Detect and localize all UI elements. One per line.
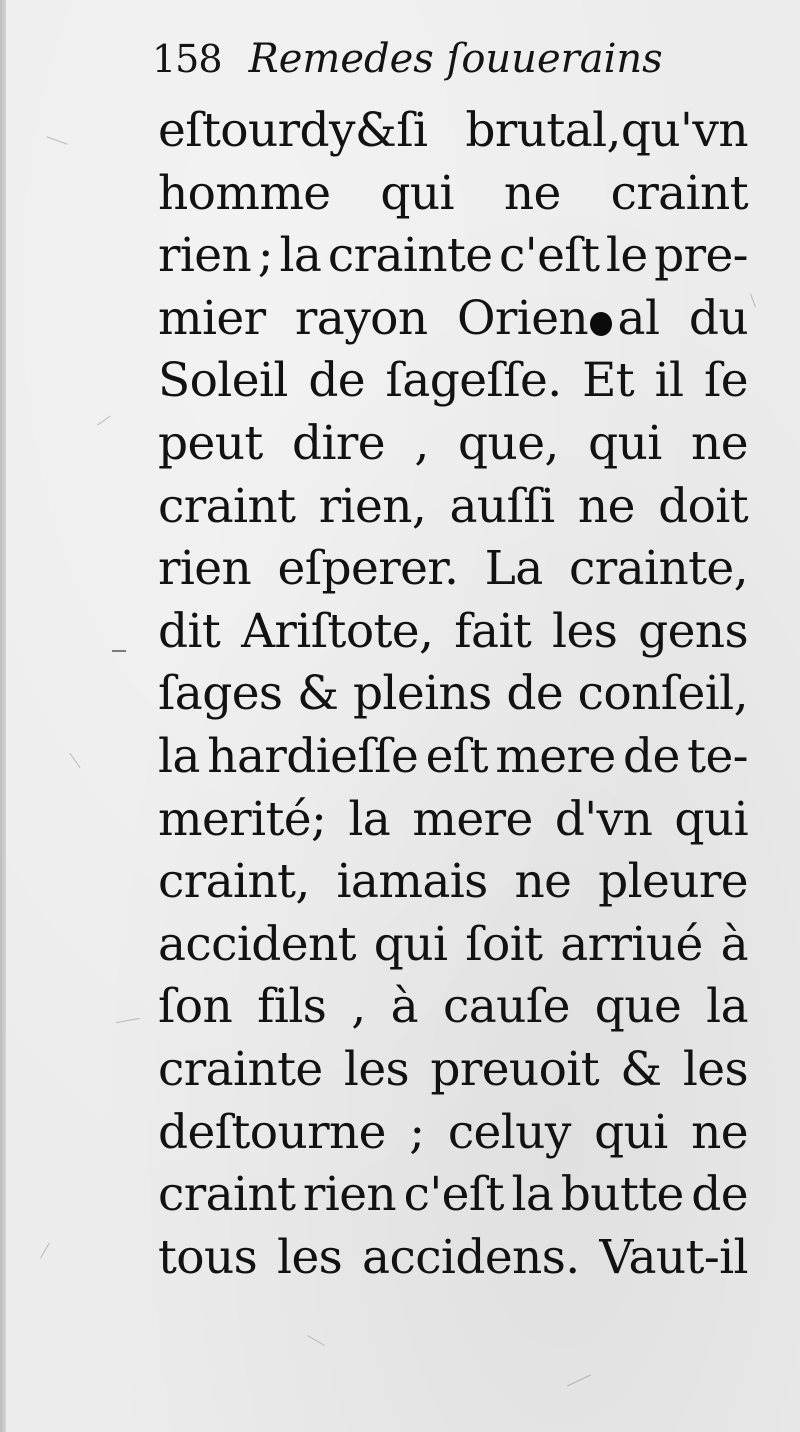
text-line: peut dire , que, qui ne xyxy=(158,415,748,471)
text-line: eſtourdy&ſi brutal,qu'vn xyxy=(158,103,748,158)
text-line: craint, iamais ne pleure xyxy=(158,854,748,910)
text-line: accident qui ſoit arriué à xyxy=(158,916,748,972)
running-head: Remedes ſouuerains xyxy=(248,36,663,82)
text-line: rien eſperer. La crainte, xyxy=(158,541,748,597)
text-line: ſages & pleins de conſeil, xyxy=(158,666,748,722)
text-line: craint rien, auſſi ne doit xyxy=(158,478,748,534)
text-line: ſon fils , à cauſe que la xyxy=(158,979,748,1035)
paper-fiber xyxy=(69,753,80,768)
text-line: la hardieſſe eſt mere de te- xyxy=(158,728,748,784)
page-number: 158 xyxy=(152,37,222,81)
paper-fiber xyxy=(46,136,67,144)
ink-blot xyxy=(590,312,612,336)
paper-fiber xyxy=(97,416,111,426)
text-line: rien ; la crainte c'eſt le pre- xyxy=(158,228,748,284)
text-line: dit Ariſtote, fait les gens xyxy=(158,603,748,659)
text-line: mier rayon Orien al du xyxy=(158,290,748,346)
text-line: homme qui ne craint xyxy=(158,165,748,221)
text-line: merité; la mere d'vn qui xyxy=(158,791,748,847)
text-line: crainte les preuoit & les xyxy=(158,1041,748,1097)
text-line: deſtourne ; celuy qui ne xyxy=(158,1104,748,1160)
body-text xyxy=(158,100,748,1289)
page-header xyxy=(152,36,663,96)
paper-fiber xyxy=(750,294,756,307)
text-line: Soleil de ſageſſe. Et il ſe xyxy=(158,353,748,409)
text-line: tous les accidens. Vaut-il xyxy=(158,1229,748,1285)
paper-fiber xyxy=(567,1375,591,1387)
margin-mark xyxy=(112,650,126,652)
paper-fiber xyxy=(116,1018,140,1023)
paper-fiber xyxy=(40,1242,50,1258)
text-line: craint rien c'eſt la butte de xyxy=(158,1167,748,1223)
paper-fiber xyxy=(307,1335,325,1346)
